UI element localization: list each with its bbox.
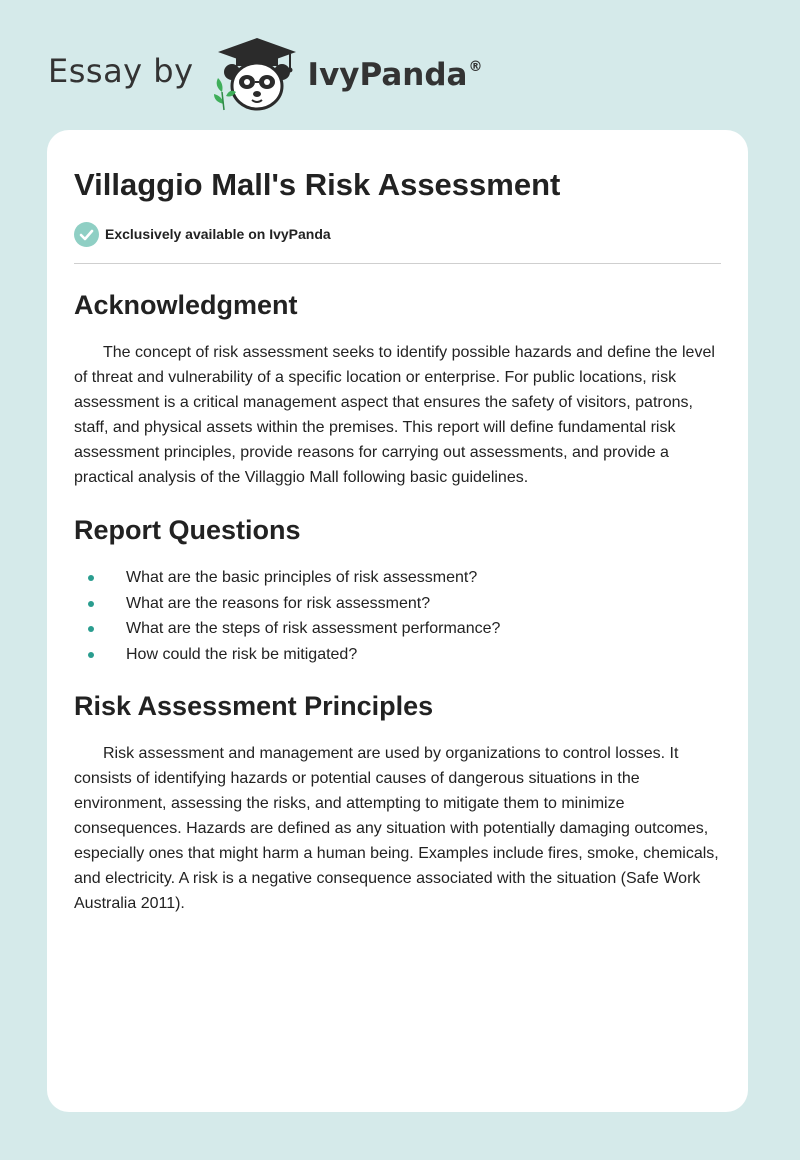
report-questions-list	[74, 565, 721, 667]
section-heading-risk-assessment-principles: Risk Assessment Principles	[74, 691, 434, 721]
check-circle-icon	[74, 222, 99, 247]
exclusive-badge	[74, 221, 721, 247]
bullet-dot-icon	[88, 652, 94, 658]
list-item: What are the basic principles of risk assessment?	[74, 565, 721, 591]
title-divider	[74, 263, 721, 264]
list-item: How could the risk be mitigated?	[74, 642, 721, 668]
brand-name[interactable]: IvyPanda®	[307, 57, 483, 93]
exclusive-badge-text: Exclusively available on IvyPanda	[105, 226, 331, 242]
principles-paragraph: Risk assessment and management are used by organizations to control losses. It consists of identifying hazards or potential causes of dangerous situations in the environment, assessing the risks, and attempting to mitigate them to minimize consequences. Hazards are defined as any situation with potentially damaging outcomes, especially ones that might harm a human being. Examples include fires, smoke, chemicals, and electricity. A risk is a negative consequence associated with the situation (Safe Work Australia 2011).	[74, 745, 719, 912]
article-card	[47, 130, 748, 1112]
list-item: What are the reasons for risk assessment?	[74, 591, 721, 617]
list-item: What are the steps of risk assessment performance?	[74, 616, 721, 642]
registered-mark: ®	[468, 59, 483, 75]
bullet-dot-icon	[88, 601, 94, 607]
panda-graduate-logo-icon[interactable]	[212, 34, 302, 114]
essay-by-label: Essay by	[48, 52, 194, 90]
section-heading-report-questions: Report Questions	[74, 515, 301, 545]
site-header	[48, 34, 482, 114]
acknowledgment-paragraph: The concept of risk assessment seeks to identify possible hazards and define the level of threat and vulnerability of a specific location or enterprise. For public locations, risk assessment is a critical management aspect that ensures the safety of visitors, patrons, staff, and physical assets within the premises. This report will define fundamental risk assessment principles, provide reasons for carrying out assessments, and provide a practical analysis of the Villaggio Mall following basic guidelines.	[74, 344, 715, 486]
article-title: Villaggio Mall's Risk Assessment	[74, 167, 561, 202]
bullet-dot-icon	[88, 575, 94, 581]
section-heading-acknowledgment: Acknowledgment	[74, 290, 298, 320]
bullet-dot-icon	[88, 626, 94, 632]
